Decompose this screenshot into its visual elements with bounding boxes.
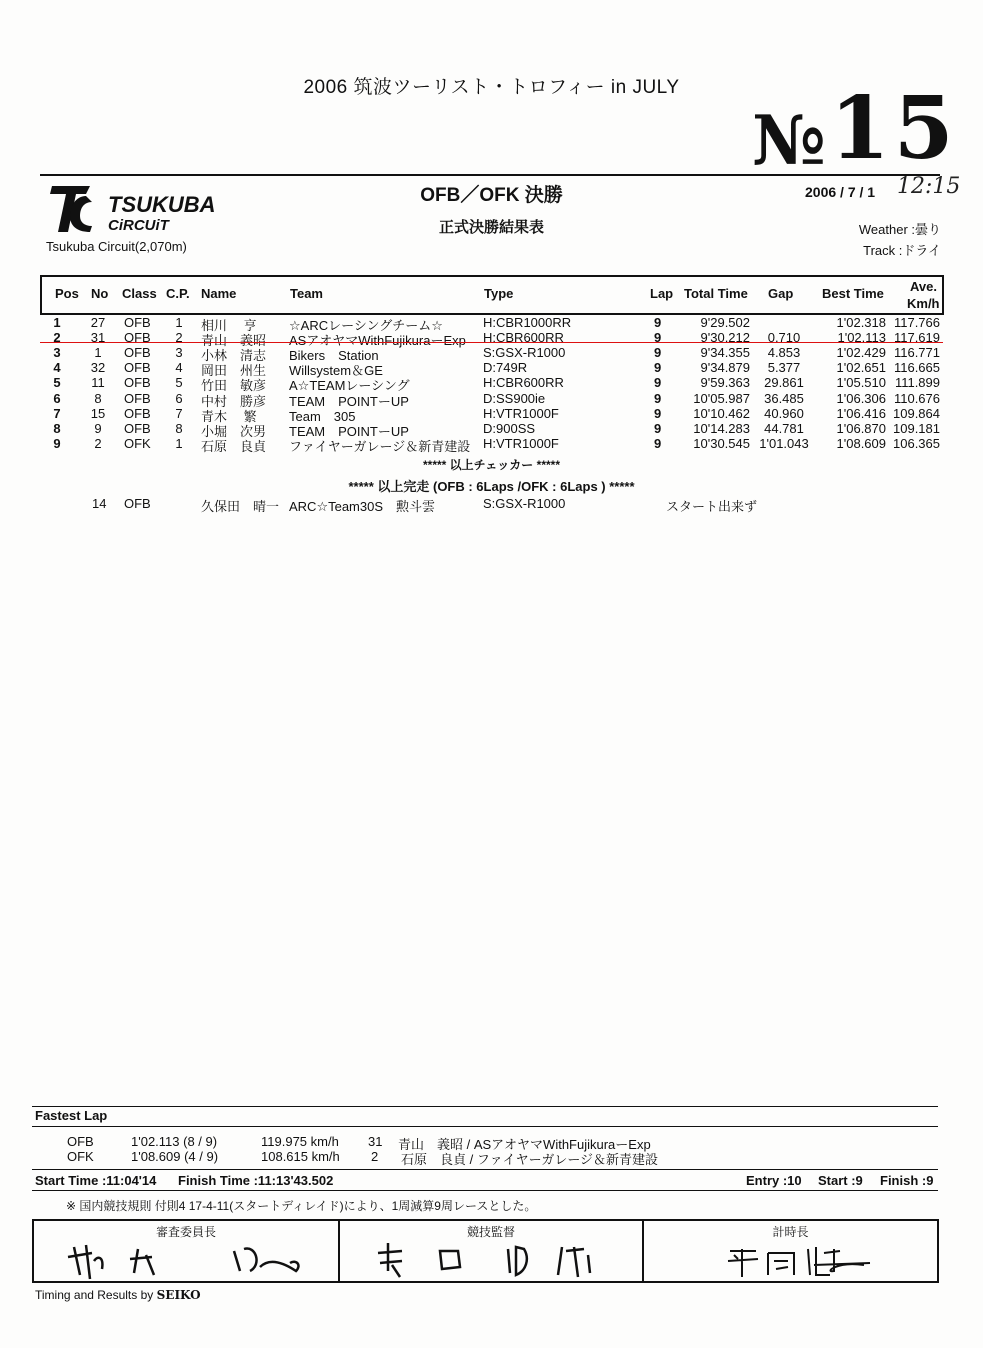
cell-no: 15 <box>90 405 106 421</box>
cell-name: 中村 勝彦 <box>201 393 267 409</box>
regulation-remark: ※ 国内競技規則 付則4 17-4-11(スタートディレイド)により、1周減算9周レースとした。 <box>66 1199 537 1213</box>
cell-lap: 9 <box>654 360 662 376</box>
cell-team: Bikers Station <box>289 348 379 364</box>
cell-total: 9'34.879 <box>700 360 750 376</box>
fastest-class: OFB <box>67 1134 94 1149</box>
cell-team: Willsystem＆GE <box>289 363 383 379</box>
fastest-title-line <box>32 1126 938 1127</box>
cell-ave: 109.864 <box>893 405 940 421</box>
cell-gap: 36.485 <box>764 390 804 406</box>
cell-name: 竹田 敏彦 <box>201 378 267 394</box>
cell-total: 9'34.355 <box>700 345 750 361</box>
checker-note: ***** 以上チェッカー ***** <box>422 458 560 472</box>
cell-gap: 44.781 <box>764 420 804 436</box>
cell-ave: 117.766 <box>893 315 940 330</box>
cell-pos: 9 <box>53 435 61 451</box>
cell-pos: 3 <box>53 345 61 361</box>
cell-type: H:CBR1000RR <box>483 315 572 330</box>
cell-no: 1 <box>94 345 102 361</box>
footer <box>35 1288 201 1302</box>
cell-cls: OFB <box>124 375 151 391</box>
cell-lap: 9 <box>654 315 662 330</box>
cell-total: 9'30.212 <box>700 330 750 346</box>
dns-type: S:GSX-R1000 <box>483 496 566 511</box>
entry-count: Entry :10 <box>746 1173 802 1188</box>
cell-ave: 109.181 <box>893 420 940 436</box>
cell-team: A☆TEAMレーシング <box>289 378 410 394</box>
signature-director <box>340 1221 644 1281</box>
fastest-top-line <box>32 1106 938 1107</box>
table-row <box>40 345 940 364</box>
cell-cls: OFK <box>124 435 151 451</box>
fastest-row-ofb <box>32 1134 938 1152</box>
cell-ave: 116.771 <box>893 345 940 361</box>
cell-pos: 7 <box>53 405 61 421</box>
cell-total: 10'30.545 <box>693 435 750 451</box>
cell-cls: OFB <box>124 345 151 361</box>
cell-no: 8 <box>94 390 102 406</box>
cell-ave: 117.619 <box>893 330 940 346</box>
handwritten-signature <box>644 1235 937 1281</box>
col-name: Name <box>201 286 237 301</box>
weather: Weather :曇り <box>858 222 941 237</box>
cell-no: 2 <box>94 435 102 451</box>
fastest-no: 31 <box>368 1134 383 1149</box>
cell-best: 1'02.318 <box>836 315 886 330</box>
col-class: Class <box>122 286 157 301</box>
col-cp: C.P. <box>166 286 190 301</box>
cell-gap: 40.960 <box>764 405 804 421</box>
cell-name: 小堀 次男 <box>201 423 267 439</box>
cell-pos: 1 <box>53 315 61 330</box>
event-title: 2006 筑波ツーリスト・トロフィー in JULY <box>303 77 680 98</box>
cell-lap: 9 <box>654 435 662 451</box>
fastest-no: 2 <box>371 1149 379 1164</box>
cell-best: 1'06.306 <box>836 390 886 406</box>
cell-no: 27 <box>90 315 106 330</box>
table-row <box>40 405 940 424</box>
signature-label: 計時長 <box>772 1225 809 1239</box>
cell-best: 1'06.870 <box>836 420 886 436</box>
dns-no: 14 <box>92 496 107 511</box>
cell-cls: OFB <box>124 390 151 406</box>
cell-ave: 111.899 <box>894 375 940 391</box>
table-row <box>40 315 940 333</box>
cell-name: 小林 清志 <box>201 348 267 364</box>
fastest-row-ofk <box>32 1149 938 1167</box>
seiko-logo: SEIKO <box>156 1288 201 1302</box>
dns-row <box>40 496 940 514</box>
race-subtitle: 正式決勝結果表 <box>438 219 544 236</box>
finish-count: Finish :9 <box>880 1173 934 1188</box>
cell-no: 11 <box>91 375 105 391</box>
cell-cls: OFB <box>124 330 151 346</box>
cell-cp: 3 <box>175 345 183 361</box>
col-best-time: Best Time <box>822 286 884 301</box>
cell-lap: 9 <box>654 375 662 391</box>
dns-name: 久保田 晴一 <box>201 499 280 514</box>
cell-name: 青山 義昭 <box>201 333 267 349</box>
cell-type: H:VTR1000F <box>483 435 559 451</box>
circuit-name: Tsukuba Circuit(2,070m) <box>46 239 187 254</box>
cell-best: 1'02.429 <box>836 345 886 361</box>
cell-lap: 9 <box>654 420 662 436</box>
col-pos: Pos <box>55 286 79 301</box>
cell-total: 9'29.502 <box>700 315 750 330</box>
cell-cp: 7 <box>175 405 183 421</box>
red-underline <box>40 342 943 343</box>
cell-team: ファイヤーガレージ＆新青建設 <box>289 438 471 454</box>
cell-team: TEAM POINTーUP <box>289 423 409 439</box>
cell-cp: 1 <box>175 435 183 451</box>
signature-timekeeper <box>644 1221 937 1281</box>
race-date: 2006 / 7 / 1 <box>805 184 876 200</box>
cell-cp: 8 <box>175 420 183 436</box>
document-number <box>752 78 958 184</box>
cell-cp: 2 <box>175 330 183 346</box>
cell-type: H:VTR1000F <box>483 405 559 421</box>
cell-gap: 29.861 <box>764 375 804 391</box>
start-count: Start :9 <box>818 1173 863 1188</box>
cell-team: ☆ARCレーシングチーム☆ <box>289 318 443 333</box>
logo-sub: CiRCUiT <box>108 217 169 234</box>
cell-type: H:CBR600RR <box>483 330 564 346</box>
cell-team: TEAM POINTーUP <box>289 393 409 409</box>
handwritten-signature <box>34 1235 338 1281</box>
handwritten-time: 12:15 <box>897 174 961 199</box>
finish-time: Finish Time :11:13'43.502 <box>178 1173 334 1188</box>
cell-team: ASアオヤマWithFujikuraーExp <box>289 333 466 349</box>
cell-type: H:CBR600RR <box>483 375 564 391</box>
fastest-title: Fastest Lap <box>35 1108 108 1123</box>
fastest-speed: 119.975 km/h <box>261 1134 339 1149</box>
cell-best: 1'08.609 <box>836 435 886 451</box>
cell-total: 10'14.283 <box>693 420 750 436</box>
table-row <box>40 420 940 439</box>
footer-prefix: Timing and Results by <box>35 1288 154 1302</box>
signature-steward <box>34 1221 340 1281</box>
cell-ave: 106.365 <box>893 435 940 451</box>
cell-pos: 2 <box>53 330 61 346</box>
table-row <box>40 435 940 454</box>
cell-pos: 4 <box>53 360 61 376</box>
header-divider <box>40 174 940 176</box>
cell-lap: 9 <box>654 390 662 406</box>
logo-text: TSUKUBA <box>108 192 216 217</box>
cell-name: 岡田 州生 <box>201 363 267 379</box>
col-ave: Ave. <box>910 279 937 294</box>
cell-no: 9 <box>94 420 102 436</box>
cell-no: 32 <box>90 360 106 376</box>
cell-no: 31 <box>90 330 106 346</box>
cell-ave: 116.665 <box>893 360 940 376</box>
dns-class: OFB <box>124 496 151 511</box>
signature-label: 審査委員長 <box>155 1225 216 1239</box>
dns-team: ARC☆Team30S 勲斗雲 <box>289 499 436 514</box>
table-row <box>40 375 940 394</box>
cell-lap: 9 <box>654 405 662 421</box>
stats-bottom-line <box>32 1190 938 1191</box>
cell-pos: 5 <box>53 375 61 391</box>
cell-type: D:900SS <box>483 420 536 436</box>
cell-name: 相川 亨 <box>201 318 257 333</box>
cell-name: 青木 繁 <box>201 408 257 424</box>
cell-ave: 110.676 <box>893 390 940 406</box>
signature-box <box>32 1219 939 1283</box>
cell-pos: 8 <box>53 420 61 436</box>
cell-cp: 6 <box>175 390 183 406</box>
cell-gap: 0.710 <box>767 330 801 346</box>
cell-type: D:SS900ie <box>483 390 546 406</box>
cell-cp: 1 <box>175 315 183 330</box>
cell-cls: OFB <box>124 405 151 421</box>
table-row <box>40 360 940 379</box>
fastest-time: 1'02.113 (8 / 9) <box>131 1134 218 1149</box>
cell-name: 石原 良貞 <box>201 438 267 454</box>
fastest-rider: 石原 良貞 / ファイヤーガレージ＆新青建設 <box>401 1152 659 1167</box>
cell-best: 1'06.416 <box>836 405 886 421</box>
fastest-class: OFK <box>67 1149 94 1164</box>
cell-cls: OFB <box>124 360 151 376</box>
col-kmh: Km/h <box>907 296 940 311</box>
cell-type: S:GSX-R1000 <box>483 345 566 361</box>
track-condition: Track :ドライ <box>863 243 941 258</box>
number-mark: № <box>752 101 830 181</box>
col-team: Team <box>290 286 323 301</box>
col-type: Type <box>484 286 514 301</box>
cell-gap: 4.853 <box>767 345 801 361</box>
col-no: No <box>91 286 109 301</box>
cell-cp: 5 <box>175 375 183 391</box>
cell-best: 1'02.113 <box>837 330 886 346</box>
col-total-time: Total Time <box>684 286 748 301</box>
cell-type: D:749R <box>483 360 528 376</box>
table-row <box>40 390 940 409</box>
cell-best: 1'05.510 <box>836 375 886 391</box>
cell-total: 9'59.363 <box>700 375 750 391</box>
complete-note: ***** 以上完走 (OFB : 6Laps /OFK : 6Laps ) ***** <box>348 479 635 494</box>
stats-top-line <box>32 1169 938 1170</box>
fastest-rider: 青山 義昭 / ASアオヤマWithFujikuraーExp <box>398 1137 651 1152</box>
cell-best: 1'02.651 <box>836 360 886 376</box>
fastest-speed: 108.615 km/h <box>261 1149 340 1164</box>
signature-label: 競技監督 <box>466 1225 515 1239</box>
handwritten-signature <box>340 1235 642 1281</box>
cell-total: 10'10.462 <box>693 405 750 421</box>
col-lap: Lap <box>650 286 674 301</box>
cell-team: Team 305 <box>289 408 356 424</box>
dns-status: スタート出来ず <box>666 499 758 514</box>
cell-cls: OFB <box>124 315 151 330</box>
cell-cp: 4 <box>175 360 183 376</box>
cell-lap: 9 <box>654 330 662 346</box>
cell-gap: 5.377 <box>767 360 801 376</box>
cell-pos: 6 <box>53 390 61 406</box>
cell-lap: 9 <box>654 345 662 361</box>
col-gap: Gap <box>768 286 794 301</box>
start-time: Start Time :11:04'14 <box>35 1173 157 1188</box>
fastest-time: 1'08.609 (4 / 9) <box>131 1149 219 1164</box>
race-title: OFB／OFK 決勝 <box>420 185 563 206</box>
cell-gap: 1'01.043 <box>759 435 809 451</box>
cell-total: 10'05.987 <box>693 390 750 406</box>
cell-cls: OFB <box>124 420 151 436</box>
number-value: 15 <box>829 78 958 179</box>
